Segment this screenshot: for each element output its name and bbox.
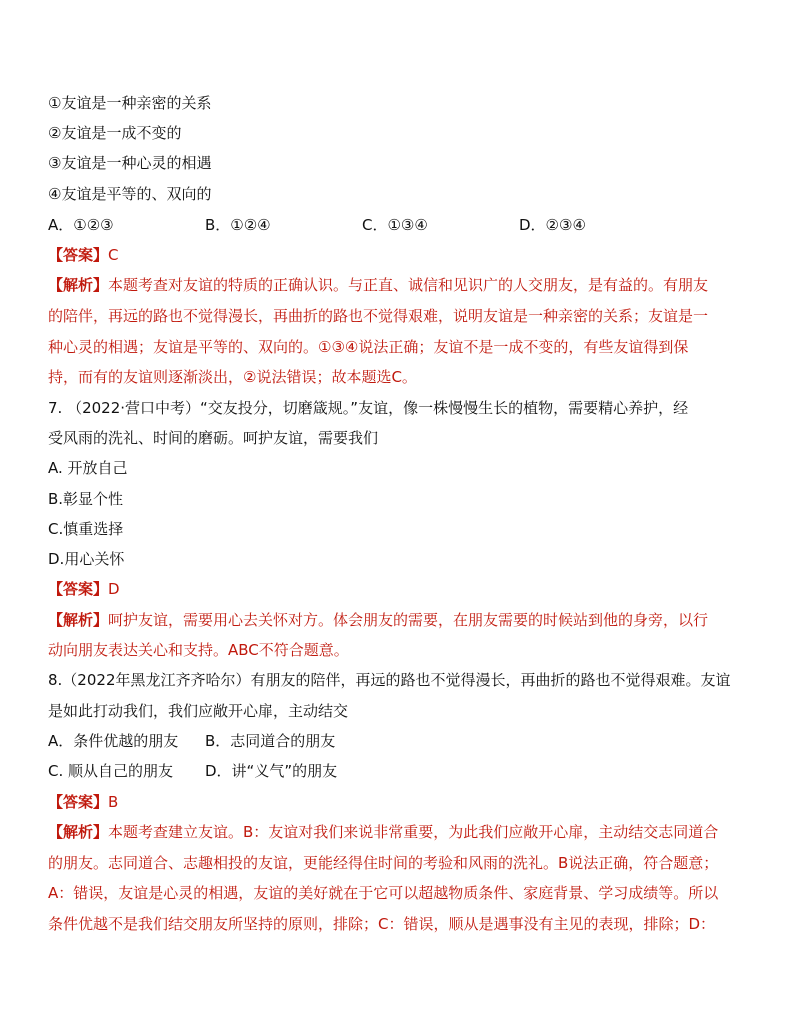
q6-option-c: C．①③④ <box>362 216 428 234</box>
q8-option-c: C. 顺从自己的朋友 <box>48 762 174 780</box>
analysis-text: 呵护友谊，需要用心去关怀对方。体会朋友的需要，在朋友需要的时候站到他的身旁，以行 <box>108 611 709 629</box>
q8-analysis-line-2: 的朋友。志同道合、志趣相投的友谊，更能经得住时间的考验和风雨的洗礼。B说法正确，符合题意； <box>48 854 719 872</box>
answer-tag: 【答案】 <box>48 580 109 598</box>
q8-option-a: A．条件优越的朋友 <box>48 732 179 750</box>
answer-tag: 【答案】 <box>48 793 109 811</box>
q6-statement-3: ③友谊是一种心灵的相遇 <box>48 154 212 172</box>
q6-statement-2: ②友谊是一成不变的 <box>48 124 182 142</box>
q6-analysis-line-3: 种心灵的相遇；友谊是平等的、双向的。①③④说法正确；友谊不是一成不变的，有些友谊得到保 <box>48 338 689 356</box>
analysis-text: 本题考查对友谊的特质的正确认识。与正直、诚信和见识广的人交朋友，是有益的。有朋友 <box>108 276 709 294</box>
q8-analysis-line-3: A：错误，友谊是心灵的相遇，友谊的美好就在于它可以超越物质条件、家庭背景、学习成绩等。所以 <box>48 884 719 902</box>
q8-options-row-2 <box>48 761 448 781</box>
q6-option-a: A．①②③ <box>48 216 114 234</box>
q7-analysis-line-2: 动向朋友表达关心和支持。ABC不符合题意。 <box>48 641 349 659</box>
q6-statement-1: ①友谊是一种亲密的关系 <box>48 94 212 112</box>
q7-stem-line-2: 受风雨的洗礼、时间的磨砺。呵护友谊，需要我们 <box>48 429 379 447</box>
q7-option-d: D.用心关怀 <box>48 550 125 568</box>
q6-analysis-line-4: 持，而有的友谊则逐渐淡出，②说法错误；故本题选C。 <box>48 368 417 386</box>
q6-analysis-line-2: 的陪伴，再远的路也不觉得漫长，再曲折的路也不觉得艰难，说明友谊是一种亲密的关系；友谊是一 <box>48 307 709 325</box>
q8-analysis-line-4: 条件优越不是我们结交朋友所坚持的原则，排除；C：错误，顺从是遇事没有主见的表现，排除；D： <box>48 915 716 933</box>
q7-option-a: A. 开放自己 <box>48 459 128 477</box>
q6-options <box>48 215 748 235</box>
q7-stem-line-1: 7. （2022·营口中考）“交友投分，切磨箴规。”友谊，像一株慢慢生长的植物，需要精心养护，经 <box>48 399 689 417</box>
q8-option-b: B．志同道合的朋友 <box>205 732 336 750</box>
q8-analysis-line-1 <box>48 822 718 842</box>
answer-tag: 【答案】 <box>48 246 109 264</box>
q8-stem-line-2: 是如此打动我们，我们应敞开心扉，主动结交 <box>48 702 349 720</box>
q7-option-b: B.彰显个性 <box>48 490 124 508</box>
q7-option-c: C.慎重选择 <box>48 520 124 538</box>
q7-answer <box>48 579 120 599</box>
q7-analysis-line-1 <box>48 610 708 630</box>
q6-option-d: D．②③④ <box>519 216 586 234</box>
q8-options-row-1 <box>48 731 448 751</box>
analysis-tag: 【解析】 <box>48 823 109 841</box>
q6-analysis-line-1 <box>48 275 708 295</box>
answer-value: B <box>108 793 119 811</box>
answer-value: D <box>108 580 120 598</box>
q8-option-d: D．讲“义气”的朋友 <box>205 762 338 780</box>
analysis-tag: 【解析】 <box>48 276 109 294</box>
q8-answer <box>48 792 118 812</box>
analysis-tag: 【解析】 <box>48 611 109 629</box>
q8-stem-line-1: 8.（2022年黑龙江齐齐哈尔）有朋友的陪伴，再远的路也不觉得漫长，再曲折的路也不觉得艰难。友谊 <box>48 671 731 689</box>
answer-value: C <box>108 246 119 264</box>
q6-statement-4: ④友谊是平等的、双向的 <box>48 185 212 203</box>
q6-option-b: B．①②④ <box>205 216 271 234</box>
q6-answer <box>48 245 119 265</box>
analysis-text: 本题考查建立友谊。B：友谊对我们来说非常重要，为此我们应敞开心扉，主动结交志同道合 <box>108 823 719 841</box>
